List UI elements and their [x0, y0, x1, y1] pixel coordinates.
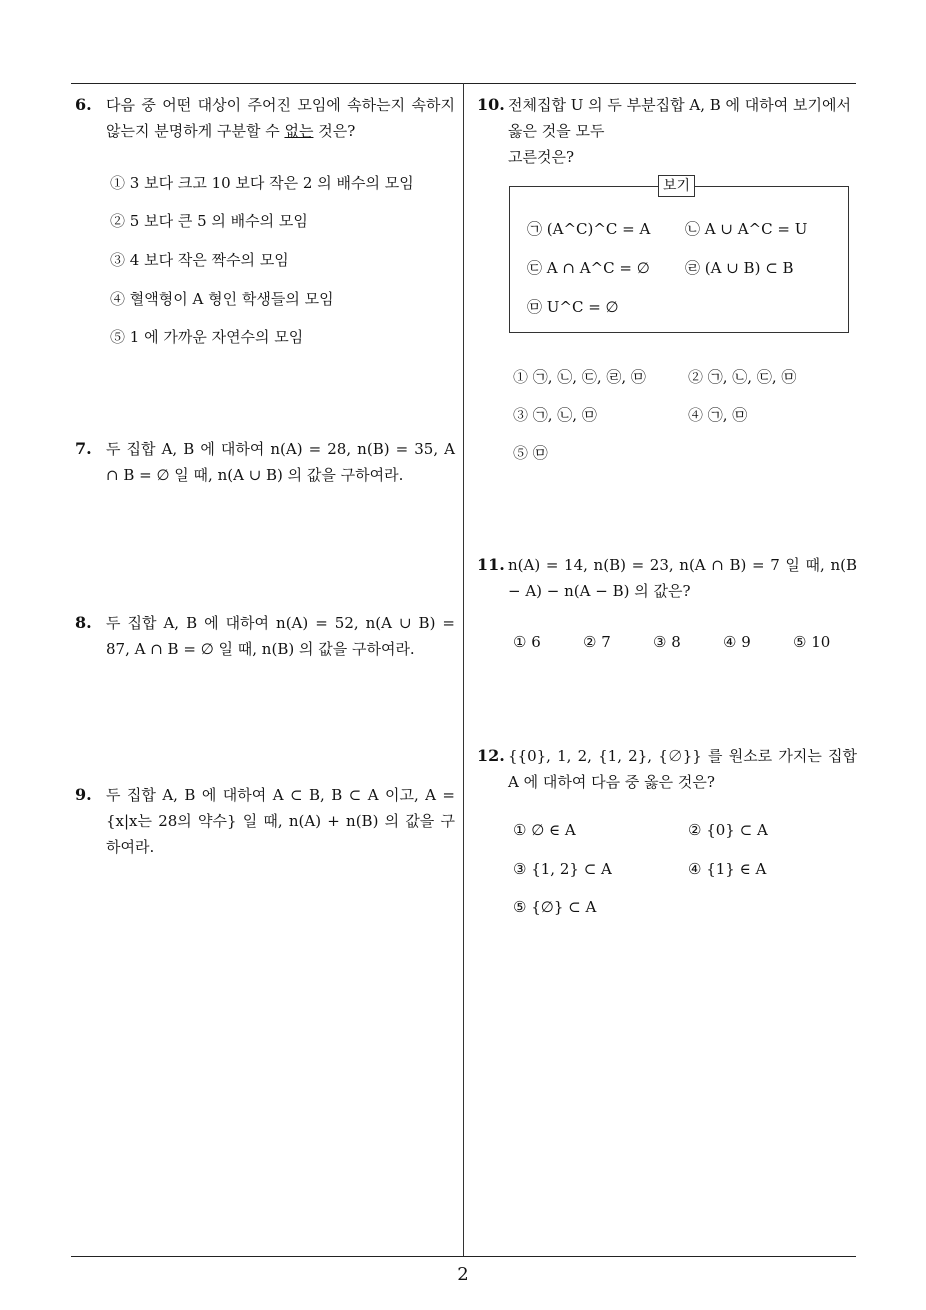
box-item-3: ㉢ A ∩ A^C = ∅	[527, 259, 650, 277]
question-line: 고른것은?	[508, 148, 575, 166]
q10-choice-4[interactable]: ④ ㉠, ㉤	[688, 406, 748, 424]
question-number: 10.	[477, 95, 505, 114]
question-11	[477, 552, 857, 604]
question-emphasis: 없는	[284, 122, 314, 140]
question-7	[75, 436, 455, 488]
bottom-rule	[71, 1256, 856, 1257]
question-number: 7.	[75, 439, 92, 458]
question-8	[75, 610, 455, 662]
question-text: n(A) = 14, n(B) = 23, n(A ∩ B) = 7 일 때, n(B − A) − n(A − B) 의 값은?	[508, 556, 857, 600]
question-6	[75, 92, 455, 144]
box-item-4: ㉣ (A ∪ B) ⊂ B	[685, 259, 794, 277]
question-9	[75, 782, 455, 860]
q11-choice-5[interactable]: ⑤ 10	[793, 633, 831, 651]
box-item-1: ㉠ (A^C)^C = A	[527, 220, 651, 238]
q10-choice-5[interactable]: ⑤ ㉤	[513, 444, 548, 462]
q11-choice-1[interactable]: ① 6	[513, 633, 541, 651]
question-number: 6.	[75, 95, 92, 114]
q10-choice-3[interactable]: ③ ㉠, ㉡, ㉤	[513, 406, 597, 424]
question-text: 두 집합 A, B 에 대하여 n(A) = 52, n(A ∪ B) = 87, A ∩ B = ∅ 일 때, n(B) 의 값을 구하여라.	[106, 614, 455, 658]
q6-choice-3[interactable]: ③ 4 보다 작은 짝수의 모임	[110, 251, 289, 269]
question-number: 12.	[477, 746, 505, 765]
question-text	[106, 92, 455, 144]
example-box	[509, 178, 849, 333]
page-number: 2	[457, 1264, 469, 1285]
example-box-title: 보기	[658, 175, 695, 197]
question-text: {{0}, 1, 2, {1, 2}, {∅}} 를 원소로 가지는 집합 A 에 대하여 다음 중 옳은 것은?	[508, 747, 857, 791]
q12-choice-1[interactable]: ① ∅ ∈ A	[513, 821, 576, 839]
question-text-part: 다음 중 어떤 대상이 주어진 모임에 속하는지 속하지 않는지 분명하게 구분할 수	[106, 96, 455, 140]
q11-choice-2[interactable]: ② 7	[583, 633, 611, 651]
question-text: 두 집합 A, B 에 대하여 n(A) = 28, n(B) = 35, A ∩ B = ∅ 일 때, n(A ∪ B) 의 값을 구하여라.	[106, 440, 455, 484]
q10-choice-2[interactable]: ② ㉠, ㉡, ㉢, ㉤	[688, 368, 797, 386]
question-text: 두 집합 A, B 에 대하여 A ⊂ B, B ⊂ A 이고, A = {x|x는 28의 약수} 일 때, n(A) + n(B) 의 값을 구하여라.	[106, 786, 455, 856]
question-12	[477, 743, 857, 795]
q12-choice-5[interactable]: ⑤ {∅} ⊂ A	[513, 898, 597, 916]
column-divider	[463, 83, 464, 1256]
box-item-2: ㉡ A ∪ A^C = U	[685, 220, 808, 238]
question-10	[477, 92, 857, 170]
question-number: 8.	[75, 613, 92, 632]
question-text-end: 것은?	[313, 122, 356, 140]
q11-choice-3[interactable]: ③ 8	[653, 633, 681, 651]
q12-choice-3[interactable]: ③ {1, 2} ⊂ A	[513, 860, 612, 878]
question-number: 9.	[75, 785, 92, 804]
q11-choice-4[interactable]: ④ 9	[723, 633, 751, 651]
q6-choice-1[interactable]: ① 3 보다 크고 10 보다 작은 2 의 배수의 모임	[110, 174, 414, 192]
question-line: 전체집합 U 의 두 부분집합 A, B 에 대하여 보기에서	[508, 96, 851, 114]
q12-choice-2[interactable]: ② {0} ⊂ A	[688, 821, 768, 839]
question-text	[508, 92, 857, 170]
question-number: 11.	[477, 555, 505, 574]
box-item-5: ㉤ U^C = ∅	[527, 298, 619, 316]
question-line: 옳은 것을 모두	[508, 122, 605, 140]
q6-choice-2[interactable]: ② 5 보다 큰 5 의 배수의 모임	[110, 212, 308, 230]
q6-choice-4[interactable]: ④ 혈액형이 A 형인 학생들의 모임	[110, 290, 334, 308]
q12-choice-4[interactable]: ④ {1} ∈ A	[688, 860, 767, 878]
q6-choice-5[interactable]: ⑤ 1 에 가까운 자연수의 모임	[110, 328, 304, 346]
q10-choice-1[interactable]: ① ㉠, ㉡, ㉢, ㉣, ㉤	[513, 368, 646, 386]
